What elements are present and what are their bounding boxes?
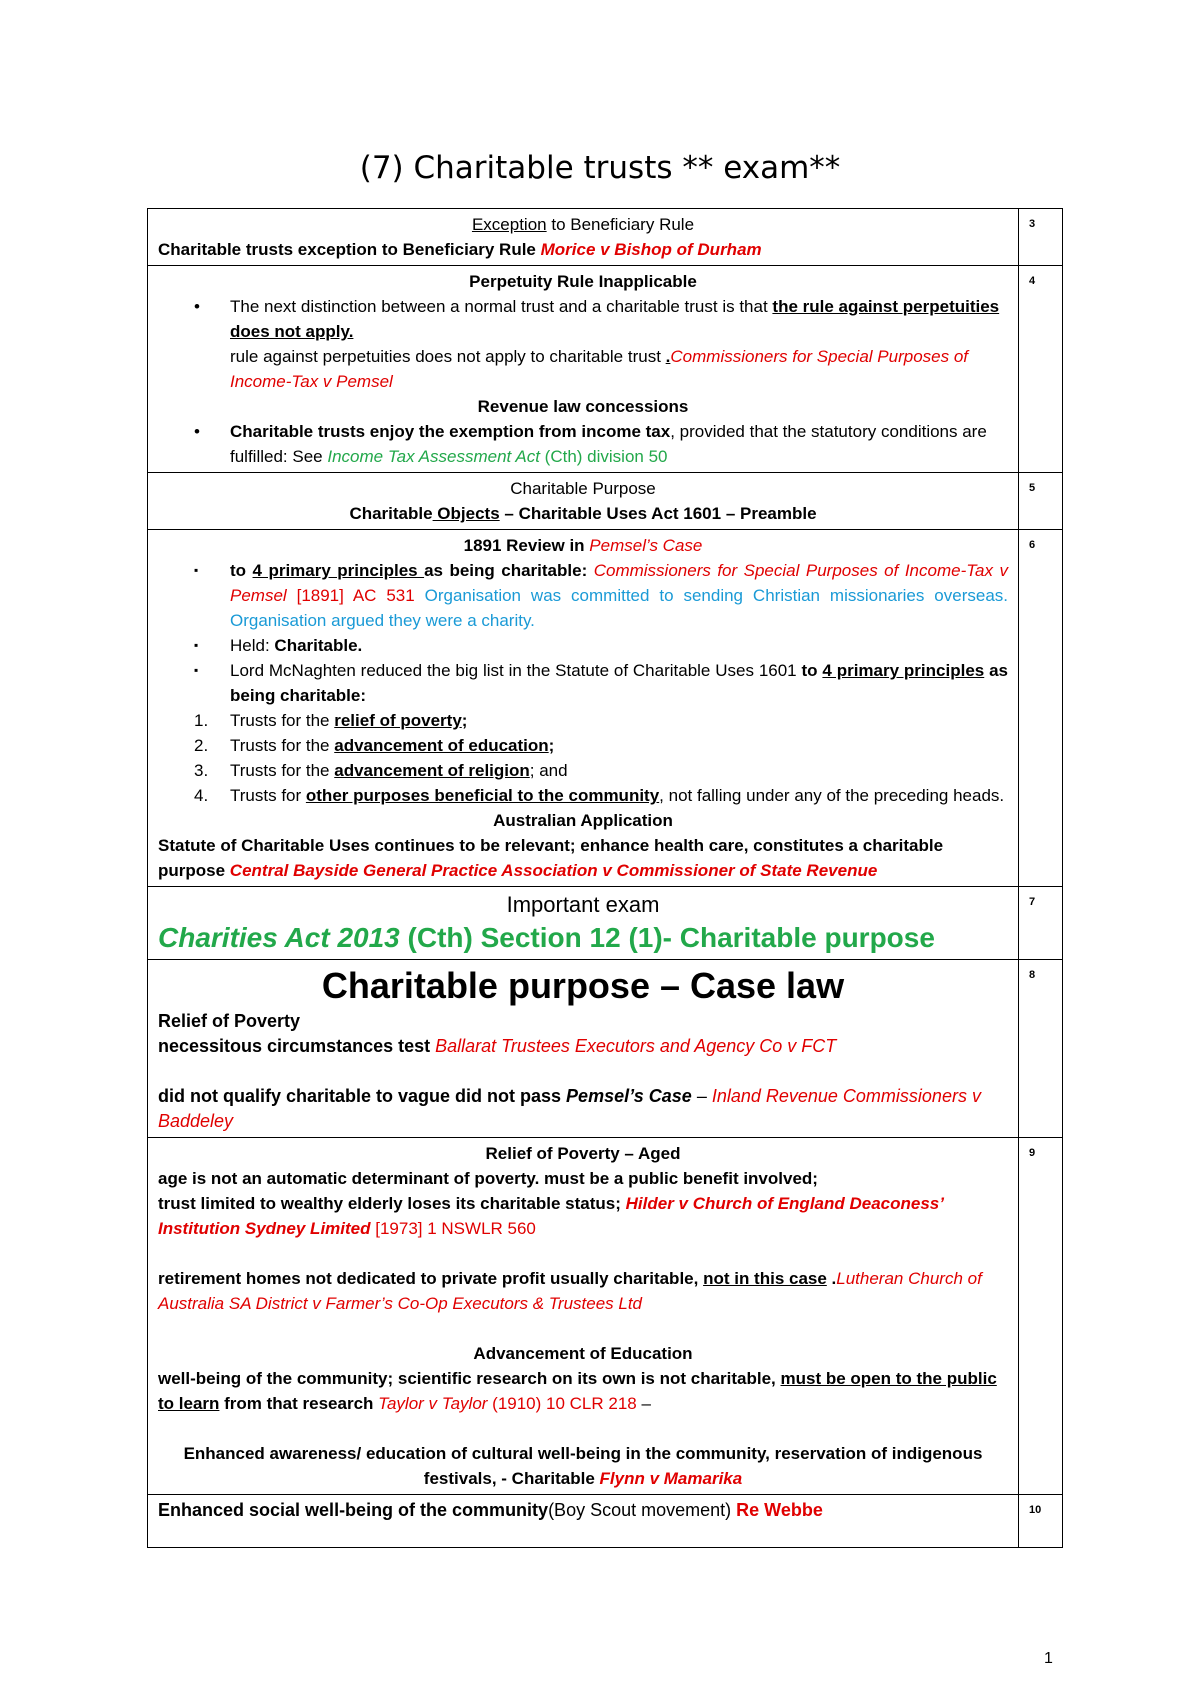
item-text: rule against perpetuities does not apply to charitable trust bbox=[230, 347, 666, 366]
table-row bbox=[148, 209, 1063, 266]
row-heading: Australian Application bbox=[493, 811, 673, 830]
row-text-underlined: Objects bbox=[432, 504, 500, 523]
item-text: to bbox=[230, 561, 253, 580]
case-citation: [1891] AC 531 bbox=[286, 586, 415, 605]
page-title: (7) Charitable trusts ** exam** bbox=[359, 150, 841, 186]
row-text: – bbox=[691, 1086, 712, 1106]
case-name: Re Webbe bbox=[731, 1500, 823, 1520]
row-text: Enhanced awareness/ education of cultural well-being in the community, reservation of indigenous festivals, - Charitable bbox=[183, 1444, 983, 1488]
row-text: Charitable trusts exception to Beneficiary Rule bbox=[158, 240, 541, 259]
row-content bbox=[148, 1138, 1019, 1495]
item-text: Trusts for the bbox=[230, 761, 335, 780]
item-text: ; and bbox=[529, 761, 568, 780]
item-text: , not falling under any of the preceding heads. bbox=[659, 786, 1005, 805]
page-number: 1 bbox=[1044, 1650, 1053, 1667]
row-text: (Boy Scout movement) bbox=[548, 1500, 732, 1520]
row-subheading: Relief of Poverty bbox=[158, 1011, 301, 1031]
statute-detail: (Cth) division 50 bbox=[539, 447, 668, 466]
row-text: . bbox=[826, 1269, 837, 1288]
item-text: Trusts for the bbox=[230, 711, 335, 730]
case-name: Inland Revenue Commissioners v Baddeley bbox=[158, 1086, 981, 1131]
case-citation: [1973] 1 NSWLR 560 bbox=[370, 1219, 536, 1238]
row-text-underlined: not in this case bbox=[703, 1269, 827, 1288]
row-number: 3 bbox=[1019, 209, 1063, 266]
row-text: Charitable bbox=[349, 504, 433, 523]
row-heading: Important exam bbox=[506, 892, 660, 917]
row-number: 4 bbox=[1019, 266, 1063, 473]
statute-name: Income Tax Assessment Act bbox=[327, 447, 540, 466]
row-content bbox=[148, 530, 1019, 887]
list-item bbox=[230, 419, 1008, 469]
case-note: Organisation was committed to sending Christian missionaries overseas. Organisation argued they were a charity. bbox=[230, 586, 1008, 630]
list-item bbox=[194, 708, 1008, 733]
item-text: , provided that the statutory conditions are fulfilled: See bbox=[230, 422, 987, 466]
row-number: 10 bbox=[1019, 1495, 1063, 1548]
item-emphasis: other purposes beneficial to the community bbox=[305, 786, 660, 805]
case-name: Morice v Bishop of Durham bbox=[540, 240, 762, 259]
row-number: 8 bbox=[1019, 960, 1063, 1138]
item-text: Lord McNaghten reduced the big list in the Statute of Charitable Uses 1601 bbox=[230, 661, 802, 680]
item-number: 3. bbox=[194, 761, 209, 780]
case-name: Central Bayside General Practice Association v Commissioner of State Revenue bbox=[229, 861, 878, 880]
item-emphasis: 4 primary principles bbox=[252, 561, 425, 580]
table-row bbox=[148, 887, 1063, 960]
table-row bbox=[148, 266, 1063, 473]
list-item bbox=[194, 733, 1008, 758]
table-row bbox=[148, 1138, 1063, 1495]
row-text: did not qualify charitable to vague did not pass bbox=[158, 1086, 567, 1106]
notes-table bbox=[147, 208, 1063, 1548]
row-content bbox=[148, 209, 1019, 266]
item-text: Trusts for the bbox=[230, 736, 335, 755]
row-heading: Advancement of Education bbox=[473, 1344, 693, 1363]
item-emphasis: Charitable. bbox=[274, 636, 363, 655]
row-text: well-being of the community; scientific research on its own is not charitable, bbox=[158, 1369, 781, 1388]
item-text: ; bbox=[461, 711, 468, 730]
row-content bbox=[148, 473, 1019, 530]
case-name: Taylor v Taylor bbox=[378, 1394, 488, 1413]
item-number: 4. bbox=[194, 786, 209, 805]
row-content bbox=[148, 1495, 1019, 1548]
case-name: Lutheran Church of Australia SA District v Farmer’s Co-Op Executors & Trustees Ltd bbox=[158, 1269, 982, 1313]
case-name: Ballarat Trustees Executors and Agency Co v FCT bbox=[435, 1036, 837, 1056]
row-heading: 1891 Review in bbox=[463, 536, 590, 555]
row-content bbox=[148, 887, 1019, 960]
case-name: Flynn v Mamarika bbox=[599, 1469, 743, 1488]
item-punct: . bbox=[665, 347, 671, 366]
item-text: Held: bbox=[230, 636, 275, 655]
case-citation: (1910) 10 CLR 218 bbox=[487, 1394, 637, 1413]
row-text: – bbox=[636, 1394, 651, 1413]
table-row bbox=[148, 960, 1063, 1138]
item-text: as being charitable: bbox=[424, 561, 594, 580]
item-emphasis: the rule against perpetuities does not apply. bbox=[230, 297, 1000, 341]
list-item bbox=[194, 758, 1008, 783]
case-name: Pemsel’s Case bbox=[566, 1086, 692, 1106]
row-number: 5 bbox=[1019, 473, 1063, 530]
row-heading: Charitable purpose – Case law bbox=[321, 965, 845, 1006]
case-name: Hilder v Church of England Deaconess’ Institution Sydney Limited bbox=[158, 1194, 944, 1238]
row-text: age is not an automatic determinant of poverty. must be a public benefit involved; bbox=[158, 1169, 818, 1188]
list-item bbox=[230, 658, 1008, 708]
list-item bbox=[230, 558, 1008, 633]
item-text: Trusts for bbox=[230, 786, 306, 805]
case-name: Commissioners for Special Purposes of Income-Tax v Pemsel bbox=[230, 561, 1008, 605]
row-heading: Relief of Poverty – Aged bbox=[485, 1144, 681, 1163]
row-text: trust limited to wealthy elderly loses its charitable status; bbox=[158, 1194, 626, 1213]
case-name: Pemsel’s Case bbox=[589, 536, 703, 555]
row-number: 7 bbox=[1019, 887, 1063, 960]
item-text: The next distinction between a normal trust and a charitable trust is that bbox=[230, 297, 773, 316]
row-number: 9 bbox=[1019, 1138, 1063, 1495]
heading-text: to Beneficiary Rule bbox=[546, 215, 695, 234]
list-item bbox=[194, 783, 1008, 808]
table-row bbox=[148, 530, 1063, 887]
row-number: 6 bbox=[1019, 530, 1063, 887]
row-text: Statute of Charitable Uses continues to be relevant; enhance health care, constitutes a charitable purpose bbox=[158, 836, 944, 880]
item-emphasis: 4 primary principles bbox=[822, 661, 985, 680]
row-text: – Charitable Uses Act 1601 – Preamble bbox=[499, 504, 817, 523]
row-text-underlined: must be open to the public to learn bbox=[158, 1369, 997, 1413]
item-emphasis: advancement of education bbox=[334, 736, 549, 755]
row-content bbox=[148, 960, 1019, 1138]
list-item bbox=[230, 294, 1008, 394]
item-emphasis: Charitable trusts enjoy the exemption from income tax bbox=[230, 422, 671, 441]
row-heading: Perpetuity Rule Inapplicable bbox=[469, 272, 697, 291]
item-number: 1. bbox=[194, 711, 209, 730]
item-emphasis: to bbox=[801, 661, 823, 680]
row-content bbox=[148, 266, 1019, 473]
row-text: from that research bbox=[219, 1394, 379, 1413]
row-heading: Revenue law concessions bbox=[477, 397, 689, 416]
table-row bbox=[148, 473, 1063, 530]
row-text: Enhanced social well-being of the community bbox=[158, 1500, 549, 1520]
heading-underlined: Exception bbox=[471, 215, 547, 234]
case-name: Commissioners for Special Purposes of Income-Tax v Pemsel bbox=[230, 347, 969, 391]
item-text: ; bbox=[548, 736, 555, 755]
item-number: 2. bbox=[194, 736, 209, 755]
row-text: retirement homes not dedicated to private profit usually charitable, bbox=[158, 1269, 704, 1288]
statute-detail: (Cth) Section 12 (1)- Charitable purpose bbox=[399, 922, 935, 953]
item-text: as being charitable: bbox=[230, 661, 1008, 705]
row-text: necessitous circumstances test bbox=[158, 1036, 436, 1056]
statute-name: Charities Act 2013 bbox=[158, 922, 400, 953]
list-item bbox=[230, 633, 1008, 658]
item-emphasis: relief of poverty bbox=[334, 711, 462, 730]
item-emphasis: advancement of religion bbox=[334, 761, 530, 780]
table-row bbox=[148, 1495, 1063, 1548]
row-heading: Charitable Purpose bbox=[510, 479, 656, 498]
